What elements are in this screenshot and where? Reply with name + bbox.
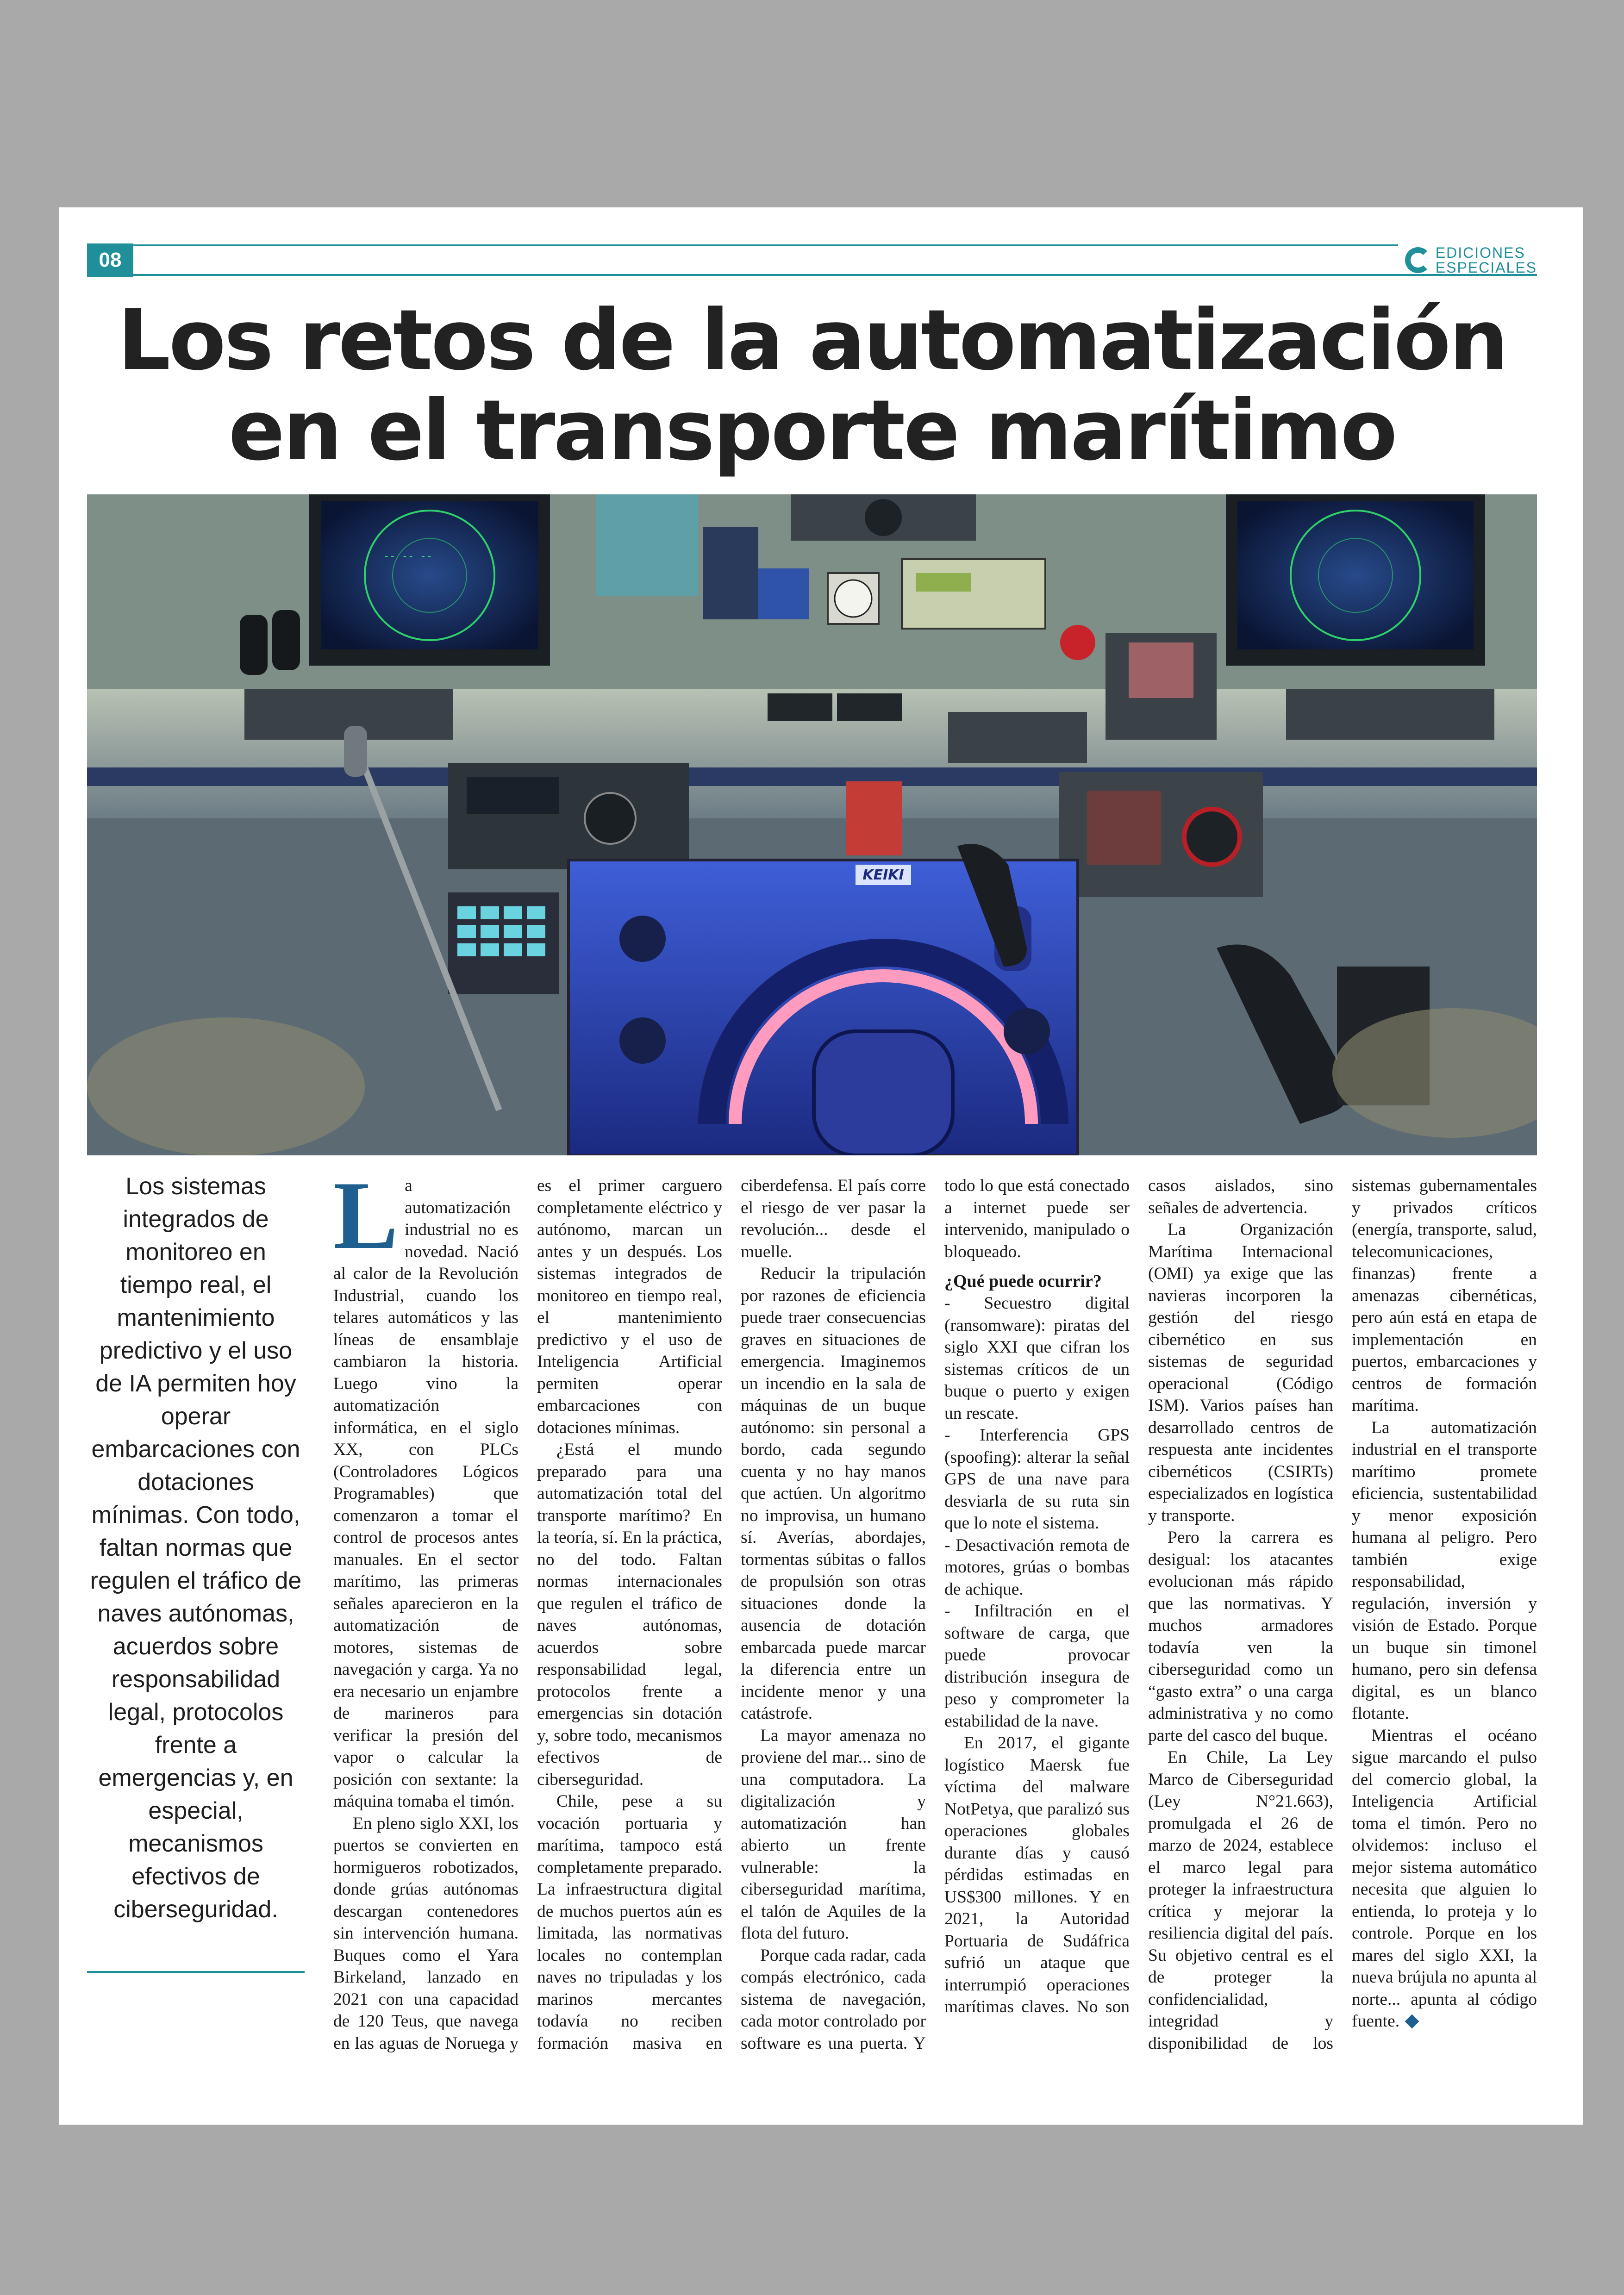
page-header [87,243,1537,277]
paragraph-3: ¿Está el mundo preparado para una automatización total del transporte marítimo? En la teoría, sí. En la práctica, no del todo. Faltan normas internacionales que regulen el tráfico de naves autónomas, acuerdos sobre responsabilidad legal, protocolos frente a emergencias sin dotación y, sobre todo, mecanismos efectivos de ciberseguridad. [537,1440,722,1789]
paragraph-10: Pero la carrera es desigual: los atacantes evolucionan más rápido que las normativas. Y muchos armadores todavía ven la ciberseguridad como un “gasto extra” o una carga administrativa y no como parte del casco del buque. [1148,1528,1333,1745]
paragraph-4: Chile, pese a su vocación portuaria y marítima, tampoco está completamente preparado. La infraestructura digital de muchos puertos aún es limitada, las normativas locales no contemplan naves no tripuladas y los marinos mercantes todavía no reciben formación masiva en ciberdefensa. El país corre el riesgo de ver pasar la revolución... desde el muelle. [537,1176,926,2053]
paragraph-5: Reducir la tripulación por razones de eficiencia puede traer consecuencias graves en situaciones de emergencia. Imaginemos un incendio en la sala de máquinas de un buque autónomo: sin personal a bordo, cada segundo cuenta y no hay manos que actúen. Un algoritmo no improvisa, un humano sí. Averías, abordajes, tormentas súbitas o fallos de propulsión son otras situaciones donde la ausencia de dotación embarcada puede marcar la diferencia entre un incidente menor y una catástrofe. [741,1264,926,1723]
drop-cap: L [333,1162,399,1269]
paragraph-11: En Chile, La Ley Marco de Ciberseguridad (Ley N°21.663), promulgada el 26 de marzo de 2024, establece el marco legal para proteger la infraestructura crítica y mejorar la resiliencia digital del país. Su objetivo central es el de proteger la confidencialidad, integridad y disponibilidad de los sistemas gubernamentales y privados críticos (energía, transporte, salud, telecomunicaciones, finanzas) frente a amenazas cibernéticas, pero aún está en etapa de implementación en puertos, embarcaciones y centros de formación marítima. [1148,1176,1537,2053]
paragraph-1: La automatización industrial no es novedad. Nació al calor de la Revolución Industrial, cuando los telares automáticos y las líneas de ensamblaje cambiaron la historia. Luego vino la automatización informática, en el siglo XX, con PLCs (Controladores Lógicos Programables) que comenzaron a tomar el control de procesos antes manuales. En el sector marítimo, las primeras señales aparecieron en la automatización de motores, sistemas de navegación y carga. Ya no era necesario un enjambre de marineros para verificar la presión del vapor o calcular la posición con sextante: la máquina tomaba el timón. [333,1162,518,1811]
paragraph-7: Porque cada radar, cada compás electrónico, cada sistema de navegación, cada motor controlado por software es una puerta. Y todo lo que está conectado a internet puede ser intervenido, manipulado o bloqueado. [741,1176,1130,2053]
paragraph-8: En 2017, el gigante logístico Maersk fue víctima del malware NotPetya, que paralizó sus operaciones globales durante días y causó pérdidas estimadas en US$300 millones. Y en 2021, la Autoridad Portuaria de Sudáfrica sufrió un ataque que interrumpió operaciones marítimas claves. No son casos aislados, sino señales de advertencia. [944,1176,1333,2016]
list-item: - Secuestro digital (ransomware): piratas del siglo XXI que cifran los sistemas críticos de un buque o puerto y exigen un rescate. [944,1294,1130,1423]
list-item: - Interferencia GPS (spoofing): alterar la señal GPS de una nave para desviarla de su ruta sin que lo note el sistema. [944,1426,1130,1533]
paragraph-12: La automatización industrial en el transporte marítimo promete eficiencia, sustentabilidad y menor exposición humana al peligro. Pero también exige responsabilidad, regulación, inversión y visión de Estado. Porque un buque sin timonel humano, pero sin defensa digital, es un blanco flotante. [1352,1418,1537,1723]
article-title [87,292,1537,479]
list-item: - Desactivación remota de motores, grúas o bombas de achique. [944,1535,1130,1599]
paragraph-6: La mayor amenaza no proviene del mar... sino de una computadora. La digitalización y automatización han abierto un frente vulnerable: la ciberseguridad marítima, el talón de Aquiles de la flota del futuro. [741,1726,926,1943]
brand-line-2: ESPECIALES [1435,259,1537,276]
ship-bridge-photo [87,494,1537,1155]
lead-divider [87,1971,305,1973]
article-body [333,1162,1537,2105]
title-line-2: en el transporte marítimo [228,382,1396,479]
header-rule-bottom [133,274,1537,276]
title-line-1: Los retos de la automatización [117,292,1507,389]
publication-brand [1405,243,1537,277]
page-number: 08 [87,243,133,277]
newspaper-page [59,207,1583,2125]
article-lead: Los sistemas integrados de monitoreo en tiempo real, el mantenimiento predictivo y el uso de IA permiten hoy operar embarcaciones con dotaciones mínimas. Con todo, faltan normas que regulen el tráfico de naves autónomas, acuerdos sobre responsabilidad legal, protocolos frente a emergencias y, en especial, mecanismos efectivos de ciberseguridad. [90,1173,302,1923]
svg-text:-- -- --: -- -- -- [383,550,432,562]
paragraph-2: En pleno siglo XXI, los puertos se convierten en hormigueros robotizados, donde grúas autónomas descargan contenedores sin intervención humana. Buques como el Yara Birkeland, lanzado en 2021 con una capacidad de 120 Teus, que navega en las aguas de Noruega y es el primer carguero completamente eléctrico y autónomo, marcan un antes y un después. Los sistemas integrados de monitoreo en tiempo real, el mantenimiento predictivo y el uso de Inteligencia Artificial permiten operar embarcaciones con dotaciones mínimas. [333,1176,722,2053]
list-item: - Infiltración en el software de carga, que puede provocar distribución insegura de peso y comprometer la estabilidad de la nave. [944,1602,1130,1731]
subheading: ¿Qué puede ocurrir? [944,1272,1102,1291]
paragraph-9: La Organización Marítima Internacional (OMI) ya exige que las navieras incorporen la gestión del riesgo cibernético en sus sistemas de seguridad operacional (Código ISM). Varios países han desarrollado centros de respuesta ante incidentes cibernéticos (CSIRTs) especializados en logística y transporte. [1148,1220,1333,1525]
bridge-console-illustration [87,494,1537,1155]
image-brand-label: KEIKI [862,867,904,883]
brand-logo-icon [1405,247,1431,273]
end-of-article-icon [1405,2014,1419,2028]
header-rule-top [133,244,1398,246]
brand-line-1: EDICIONES [1435,244,1525,261]
paragraph-13: Mientras el océano sigue marcando el pulso del comercio global, la Inteligencia Artificial toma el timón. Pero no olvidemos: incluso el mejor sistema automático necesita que alguien lo entienda, lo proteja y lo controle. Porque en los mares del siglo XXI, la nueva brújula no apunta al norte... apunta al código fuente. [1352,1726,1537,2031]
